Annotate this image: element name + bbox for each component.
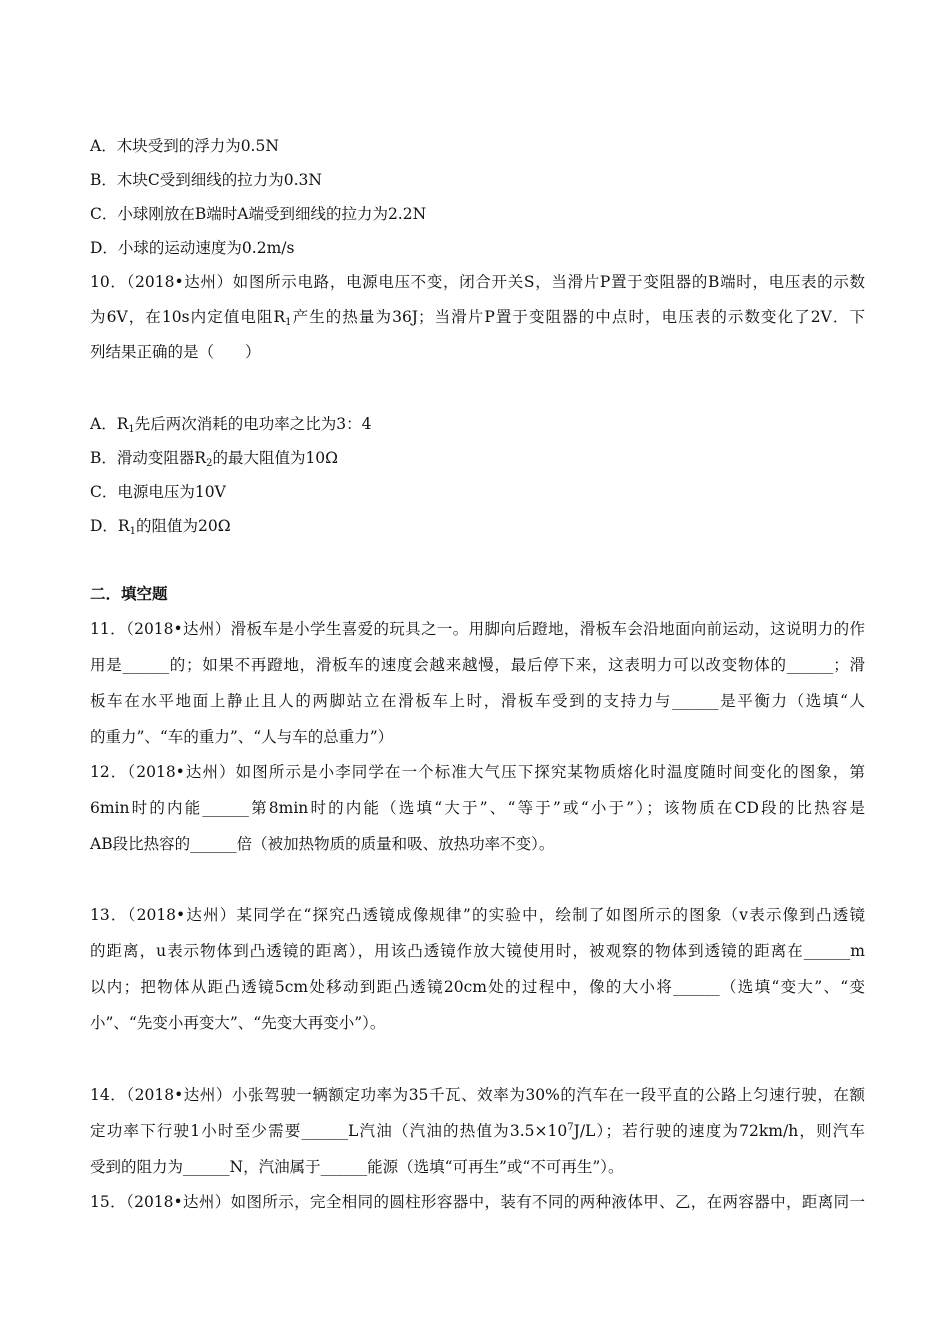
q10-line-2-a: 为6V，在10s内定值电阻R <box>90 308 286 326</box>
q10-option-a-rest: 先后两次消耗的电功率之比为3：4 <box>134 415 372 433</box>
q10-option-a-text: A．R <box>90 415 129 433</box>
q9-option-c: C．小球刚放在B端时A端受到细线的拉力为2.2N <box>90 205 427 223</box>
q10-option-d-sub: 1 <box>129 526 136 537</box>
q9-option-d: D．小球的运动速度为0.2m/s <box>90 239 295 257</box>
q14-line-1: 14．（2018•达州）小张驾驶一辆额定功率为35千瓦、效率为30%的汽车在一段平直的公路上匀速行驶，在额 <box>90 1086 865 1104</box>
q10-option-d-text: D．R <box>90 517 130 535</box>
q14-line-2 <box>90 1121 865 1141</box>
q13-line-4: 小”、“先变小再变大”、“先变大再变小”）。 <box>90 1014 386 1032</box>
q14-line-2-sup: 7 <box>567 1122 574 1133</box>
q10-option-b-rest: 的最大阻值为10Ω <box>212 449 339 467</box>
q11-line-3: 板车在水平地面上静止且人的两脚站立在滑板车上时，滑板车受到的支持力与______是平衡力（选填“人 <box>90 692 865 710</box>
q10-option-b-sub: 2 <box>206 458 213 469</box>
q12-line-1: 12．（2018•达州）如图所示是小李同学在一个标准大气压下探究某物质熔化时温度随时间变化的图象，第 <box>90 763 865 781</box>
q9-option-a: A．木块受到的浮力为0.5N <box>90 137 279 155</box>
q10-line-2-sub: 1 <box>285 317 292 328</box>
q10-option-b <box>90 448 865 468</box>
q14-line-3: 受到的阻力为______N，汽油属于______能源（选填“可再生”或“不可再生”）。 <box>90 1158 624 1176</box>
q14-line-2-b: J/L）；若行驶的速度为72km/h，则汽车 <box>573 1122 865 1140</box>
q12-line-2: 6min时的内能______第8min时的内能（选填“大于”、“等于”或“小于”）；该物质在CD段的比热容是 <box>90 799 865 817</box>
q10-option-d <box>90 516 865 536</box>
q15-line-1: 15．（2018•达州）如图所示，完全相同的圆柱形容器中，装有不同的两种液体甲、乙，在两容器中，距离同一 <box>90 1193 865 1211</box>
q13-line-2: 的距离，u表示物体到凸透镜的距离），用该凸透镜作放大镜使用时，被观察的物体到透镜的距离在______m <box>90 942 865 960</box>
q10-option-c: C．电源电压为10V <box>90 483 226 501</box>
q10-line-3: 列结果正确的是（ ） <box>90 343 261 361</box>
q11-line-1: 11．（2018•达州）滑板车是小学生喜爱的玩具之一。用脚向后蹬地，滑板车会沿地面向前运动，这说明力的作 <box>90 620 865 638</box>
q10-option-a <box>90 414 865 434</box>
q10-line-2 <box>90 307 865 327</box>
q10-option-d-rest: 的阻值为20Ω <box>135 517 231 535</box>
q10-line-2-b: 产生的热量为36J；当滑片P置于变阻器的中点时，电压表的示数变化了2V．下 <box>291 308 865 326</box>
q11-line-2: 用是______的；如果不再蹬地，滑板车的速度会越来越慢，最后停下来，这表明力可以改变物体的______；滑 <box>90 656 865 674</box>
q13-line-1: 13．（2018•达州）某同学在“探究凸透镜成像规律”的实验中，绘制了如图所示的图象（v表示像到凸透镜 <box>90 906 865 924</box>
q10-option-a-sub: 1 <box>128 424 135 435</box>
q10-line-1: 10．（2018•达州）如图所示电路，电源电压不变，闭合开关S，当滑片P置于变阻器的B端时，电压表的示数 <box>90 273 865 291</box>
q14-line-2-a: 定功率下行驶1小时至少需要______L汽油（汽油的热值为3.5×10 <box>90 1122 568 1140</box>
q10-option-b-text: B．滑动变阻器R <box>90 449 207 467</box>
q9-option-b: B．木块C受到细线的拉力为0.3N <box>90 171 322 189</box>
q12-line-3: AB段比热容的______倍（被加热物质的质量和吸、放热功率不变）。 <box>90 835 555 853</box>
section-title: 二．填空题 <box>90 584 168 603</box>
q13-line-3: 以内；把物体从距凸透镜5cm处移动到距凸透镜20cm处的过程中，像的大小将______（选填“变大”、“变 <box>90 978 865 996</box>
q11-line-4: 的重力”、“车的重力”、“人与车的总重力”） <box>90 728 394 746</box>
